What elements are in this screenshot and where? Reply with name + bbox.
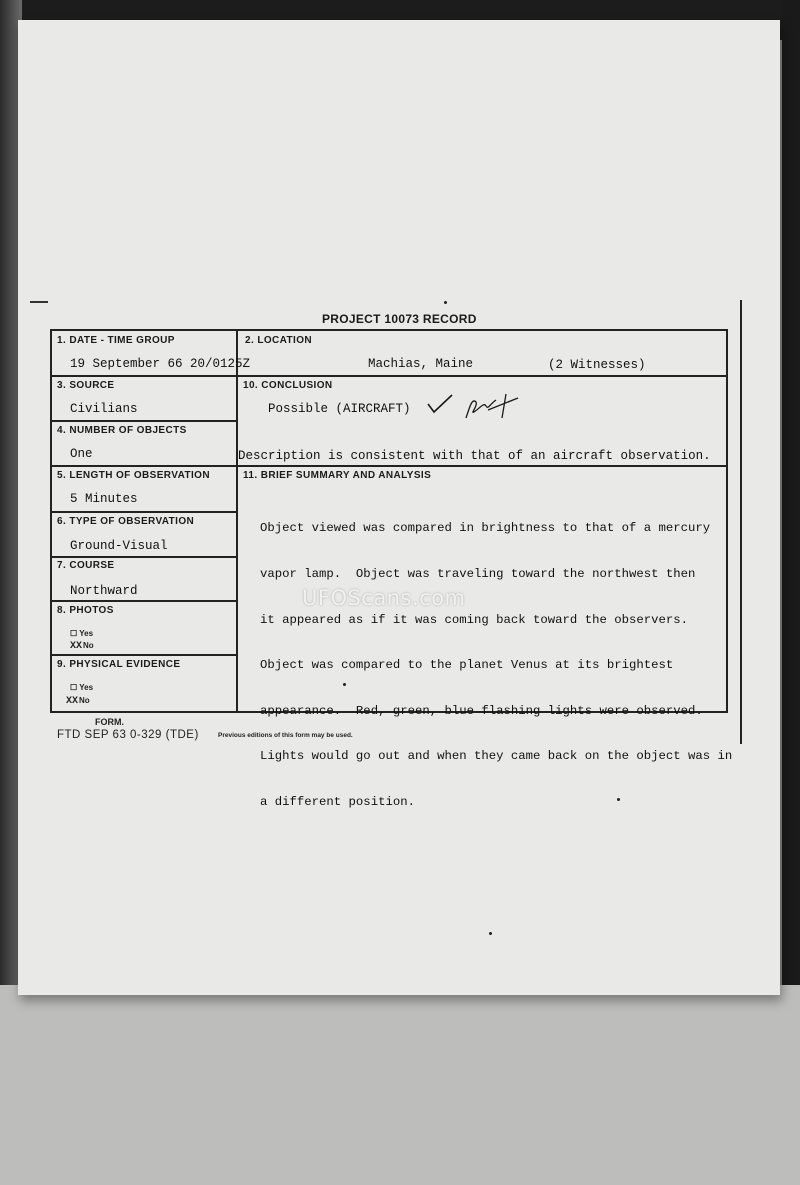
- speck: [617, 798, 620, 801]
- photos-yes-label: Yes: [79, 629, 94, 638]
- witnesses-value: (2 Witnesses): [548, 358, 646, 372]
- type-obs-value: Ground-Visual: [70, 539, 168, 553]
- photos-no-label: No: [83, 641, 94, 650]
- physical-no-option: [66, 696, 90, 707]
- checkbox-icon: ☐: [70, 629, 80, 638]
- date-time-value: 19 September 66 20/0125Z: [70, 357, 251, 371]
- row-divider: [50, 420, 237, 422]
- location-value: Machias, Maine: [368, 357, 474, 371]
- physical-yes-label: Yes: [79, 683, 94, 692]
- summary-line: a different position.: [260, 795, 415, 810]
- summary-text: [260, 491, 733, 825]
- physical-evidence-label: 9. PHYSICAL EVIDENCE: [57, 659, 181, 670]
- speck: [489, 932, 492, 935]
- conclusion-label: 10. CONCLUSION: [243, 380, 333, 391]
- row-divider: [50, 654, 237, 656]
- footer-form-code: FTD SEP 63 0-329 (TDE): [57, 729, 199, 741]
- num-objects-label: 4. NUMBER OF OBJECTS: [57, 425, 187, 436]
- num-objects-value: One: [70, 447, 93, 461]
- physical-no-label: No: [79, 696, 90, 705]
- source-value: Civilians: [70, 402, 138, 416]
- summary-line: appearance. Red, green, blue flashing lights were observed.: [260, 703, 703, 718]
- course-value: Northward: [70, 584, 138, 598]
- conclusion-value: Possible (AIRCRAFT): [268, 402, 411, 416]
- source-label: 3. SOURCE: [57, 380, 115, 391]
- summary-line: Lights would go out and when they came back on the object was in: [260, 749, 733, 764]
- footer-form-label: FORM.: [95, 717, 124, 727]
- row-divider: [50, 465, 728, 467]
- footer-note: Previous editions of this form may be used.: [218, 732, 353, 739]
- physical-yes-option: [70, 683, 93, 692]
- speck: [343, 683, 346, 686]
- location-label: 2. LOCATION: [245, 335, 312, 346]
- handwritten-checkmark-initials: [426, 392, 526, 426]
- date-time-label: 1. DATE - TIME GROUP: [57, 335, 175, 346]
- length-obs-label: 5. LENGTH OF OBSERVATION: [57, 470, 210, 481]
- row-divider: [50, 511, 237, 513]
- watermark-text: UFOScans.com: [302, 586, 466, 610]
- course-label: 7. COURSE: [57, 560, 115, 571]
- margin-mark: [30, 301, 48, 303]
- summary-line: Object viewed was compared in brightness to that of a mercury: [260, 521, 711, 536]
- photos-no-option: [70, 641, 94, 652]
- type-obs-label: 6. TYPE OF OBSERVATION: [57, 516, 195, 527]
- length-obs-value: 5 Minutes: [70, 492, 138, 506]
- typed-x-mark: XX: [70, 641, 83, 652]
- speck: [444, 301, 447, 304]
- record-title: PROJECT 10073 RECORD: [322, 312, 477, 326]
- typed-x-mark: XX: [66, 696, 79, 707]
- photos-label: 8. PHOTOS: [57, 605, 114, 616]
- sheet-edge-line: [740, 300, 742, 744]
- scan-bottom-area: [0, 985, 800, 1185]
- summary-label: 11. BRIEF SUMMARY AND ANALYSIS: [243, 470, 432, 481]
- conclusion-description: Description is consistent with that of an aircraft observation.: [238, 449, 711, 463]
- row-divider: [50, 600, 237, 602]
- summary-line: Object was compared to the planet Venus at its brightest: [260, 658, 674, 673]
- row-divider: [50, 556, 237, 558]
- summary-line: it appeared as if it was coming back toward the observers.: [260, 612, 689, 627]
- photos-yes-option: [70, 629, 93, 638]
- summary-line: vapor lamp. Object was traveling toward the northwest then: [260, 567, 696, 582]
- row-divider: [50, 375, 728, 377]
- checkbox-icon: ☐: [70, 683, 80, 692]
